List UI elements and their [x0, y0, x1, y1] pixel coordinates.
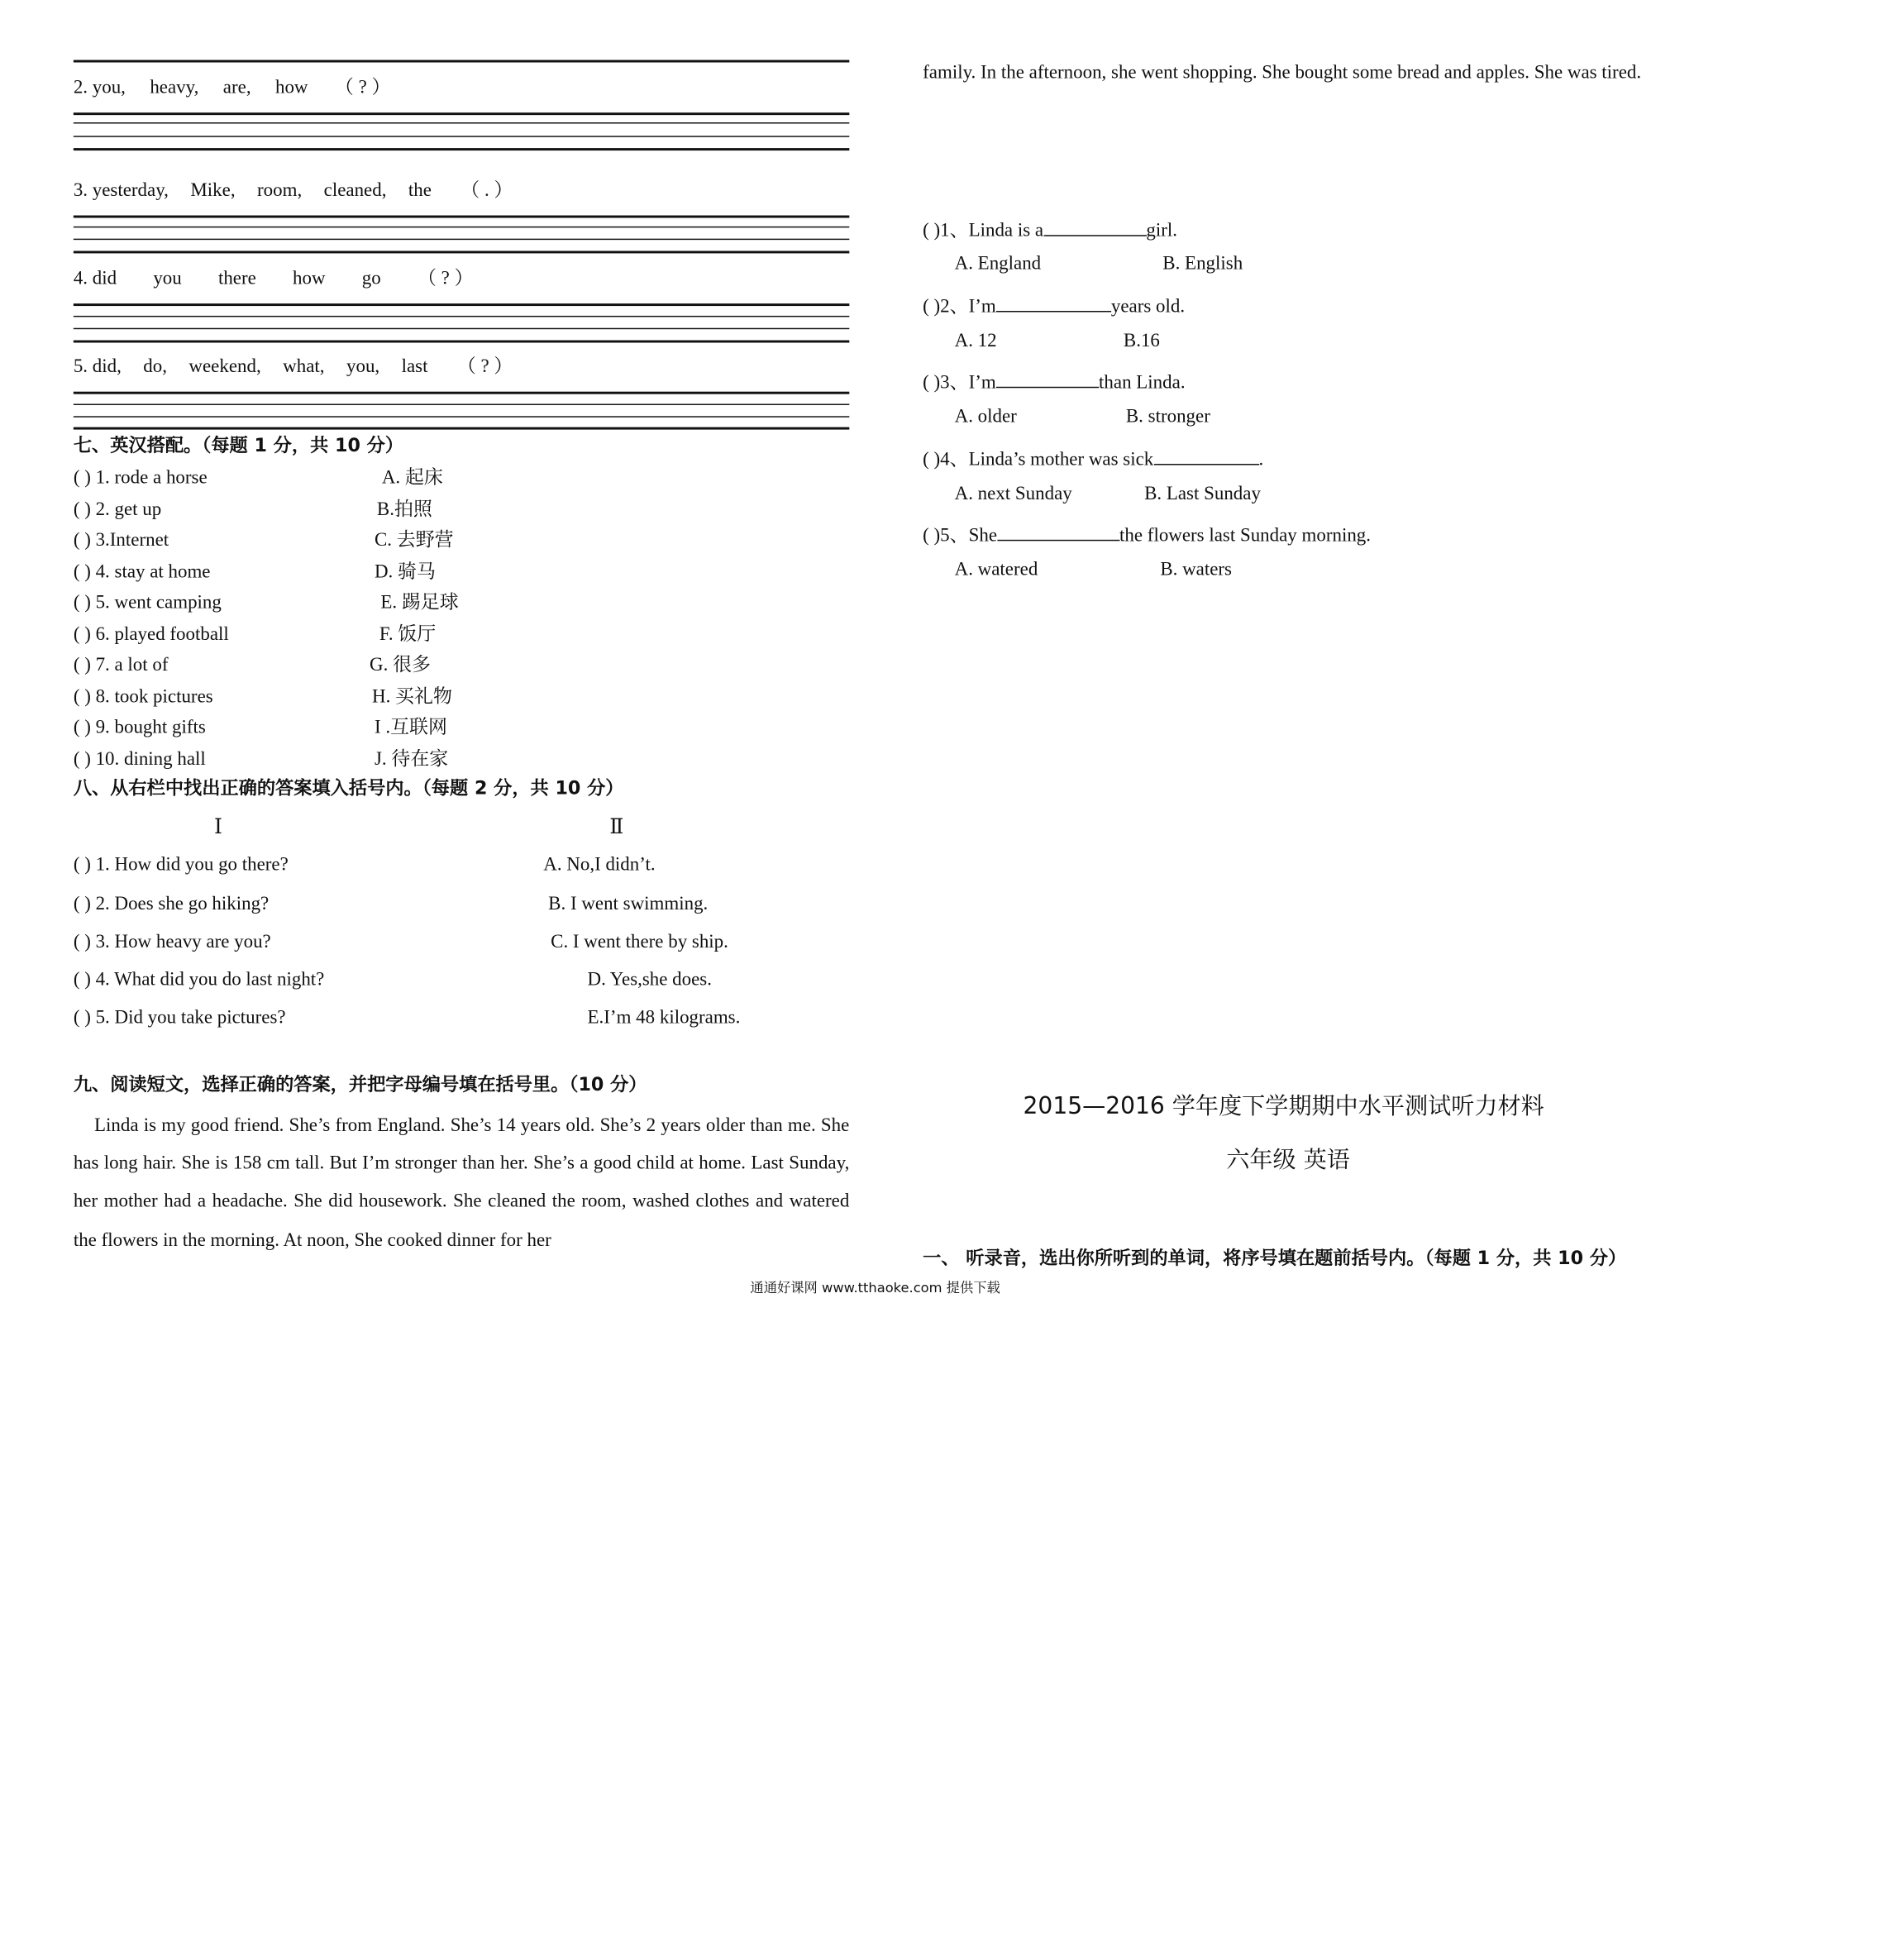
option-b: B. English	[1162, 253, 1243, 274]
listening-section-1-title: 一、 听录音，选出你所听到的单词，将序号填在题前括号内。（每题 1 分，共 10 分）	[923, 1247, 1627, 1270]
answer-line	[74, 392, 850, 394]
question-text: ( )5、She	[923, 525, 998, 546]
match-item-a: F. 饭厅	[379, 623, 437, 646]
match-item-a: J. 待在家	[374, 748, 449, 771]
answer-line	[74, 148, 850, 150]
option-a: A. England	[954, 253, 1042, 274]
question-text: the flowers last Sunday morning.	[1119, 525, 1372, 546]
rearrange-item-2	[74, 79, 391, 98]
answer-item-q: ( ) 3. How heavy are you?	[73, 931, 271, 952]
answer-item-q: ( ) 1. How did you go there?	[73, 854, 289, 876]
question-text: than Linda.	[1099, 372, 1186, 394]
answer-line	[74, 316, 850, 317]
item-number: 5. did,	[73, 356, 122, 377]
word: room,	[257, 179, 303, 201]
match-item-q: ( ) 8. took pictures	[73, 686, 213, 708]
match-item-q: ( ) 1. rode a horse	[73, 467, 208, 489]
answer-blank	[1043, 217, 1146, 236]
option-b: B. stronger	[1125, 406, 1210, 427]
punctuation: （ ? ）	[456, 356, 513, 377]
punctuation: （ ? ）	[417, 268, 474, 289]
section-7-title: 七、英汉搭配。（每题 1 分，共 10 分）	[73, 434, 404, 457]
listening-header-title: 2015—2016 学年度下学期期中水平测试听力材料	[1023, 1092, 1544, 1120]
column-heading-2: Ⅱ	[609, 814, 624, 839]
punctuation: （ . ）	[460, 179, 513, 201]
answer-item-a: B. I went swimming.	[548, 893, 709, 914]
answer-item-a: A. No,I didn’t.	[543, 854, 656, 876]
option-a: A. 12	[954, 330, 997, 351]
answer-item-a: E.I’m 48 kilograms.	[587, 1007, 741, 1028]
answer-line	[74, 416, 850, 417]
answer-line	[74, 341, 850, 343]
word: are,	[222, 77, 251, 98]
footer-credit: 通通好课网 www.tthaoke.com 提供下载	[750, 1280, 1000, 1296]
answer-blank	[996, 294, 1111, 312]
answer-line	[74, 403, 850, 404]
word: cleaned,	[323, 179, 387, 201]
answer-item-a: C. I went there by ship.	[551, 931, 728, 952]
question-text: ( )1、Linda is a	[923, 220, 1044, 241]
word: there	[217, 268, 256, 289]
option-b: B. Last Sunday	[1144, 483, 1261, 504]
rearrange-item-5	[74, 357, 513, 376]
answer-item-q: ( ) 2. Does she go hiking?	[73, 893, 270, 914]
answer-line	[74, 239, 850, 240]
answer-line	[74, 427, 850, 430]
question-text: ( )2、I’m	[923, 296, 996, 317]
item-number: 4. did	[73, 268, 117, 289]
match-item-a: D. 骑马	[374, 561, 436, 583]
question-text: girl.	[1146, 220, 1178, 241]
option-a: A. watered	[954, 559, 1038, 580]
option-b: B.16	[1123, 330, 1160, 351]
punctuation: （ ? ）	[334, 77, 391, 98]
item-number: 3. yesterday,	[73, 179, 169, 201]
rearrange-item-3	[74, 181, 513, 200]
answer-blank	[996, 370, 1099, 388]
option-a: A. older	[954, 406, 1017, 427]
question-text: ( )4、Linda’s mother was sick	[923, 449, 1154, 470]
word: what,	[283, 356, 325, 377]
word: the	[408, 179, 432, 201]
answer-item-q: ( ) 4. What did you do last night?	[73, 969, 325, 990]
match-item-q: ( ) 6. played football	[73, 623, 229, 646]
item-number: 2. you,	[73, 77, 126, 98]
match-item-a: I .互联网	[374, 717, 447, 738]
reading-question-2	[923, 294, 1185, 316]
word: do,	[143, 356, 167, 377]
answer-line	[74, 303, 850, 306]
listening-header-subtitle: 六年级 英语	[1226, 1147, 1350, 1174]
section-9-title: 九、阅读短文，选择正确的答案，并把字母编号填在括号里。（10 分）	[73, 1073, 647, 1095]
match-item-a: B.拍照	[376, 499, 432, 521]
answer-item-a: D. Yes,she does.	[587, 969, 712, 990]
option-a: A. next Sunday	[954, 483, 1072, 504]
answer-item-q: ( ) 5. Did you take pictures?	[73, 1007, 286, 1028]
word: Mike,	[190, 179, 236, 201]
match-item-q: ( ) 7. a lot of	[73, 654, 169, 676]
question-text: ( )3、I’m	[923, 372, 996, 394]
word: how	[293, 268, 326, 289]
rearrange-item-4	[74, 270, 474, 289]
answer-line	[74, 112, 850, 115]
match-item-a: C. 去野营	[374, 529, 454, 551]
word: how	[274, 77, 308, 98]
reading-passage: Linda is my good friend. She’s from England. She’s 14 years old. She’s 2 years older than me. She has long hair. She is 158 cm tall. But I’m stronger than her. She’s a good child at home. Last Sunday, her mother had a headache. She did housework. She cleaned the room, washed clothes and watered the flowers in the morning. At noon, She cooked dinner for her	[73, 1114, 850, 1251]
top-rule	[74, 60, 850, 63]
answer-line	[74, 328, 850, 329]
question-text: years old.	[1110, 296, 1186, 317]
match-item-q: ( ) 10. dining hall	[73, 748, 206, 771]
word: you	[153, 268, 182, 289]
match-item-a: G. 很多	[370, 654, 431, 676]
word: last	[401, 356, 428, 377]
reading-question-5	[923, 523, 1371, 545]
word: weekend,	[188, 356, 261, 377]
answer-line	[74, 251, 850, 253]
column-heading-1: Ⅰ	[214, 814, 222, 839]
word: heavy,	[150, 77, 199, 98]
answer-line	[74, 122, 850, 123]
match-item-a: A. 起床	[381, 467, 443, 489]
reading-question-3	[923, 370, 1185, 392]
match-item-q: ( ) 5. went camping	[73, 592, 222, 613]
reading-question-4	[923, 446, 1263, 469]
answer-line	[74, 216, 850, 218]
word: you,	[346, 356, 380, 377]
answer-blank	[1153, 446, 1258, 465]
answer-blank	[997, 523, 1119, 541]
match-item-q: ( ) 2. get up	[73, 499, 162, 521]
reading-passage-continued: family. In the afternoon, she went shopping. She bought some bread and apples. She was tired.	[923, 62, 1642, 84]
word: go	[361, 268, 381, 289]
match-item-q: ( ) 9. bought gifts	[73, 717, 206, 738]
reading-question-1	[923, 217, 1177, 240]
match-item-a: E. 踢足球	[380, 592, 459, 613]
option-b: B. waters	[1160, 559, 1232, 580]
section-8-title: 八、从右栏中找出正确的答案填入括号内。（每题 2 分，共 10 分）	[73, 776, 624, 799]
match-item-a: H. 买礼物	[372, 686, 452, 708]
match-item-q: ( ) 3.Internet	[73, 529, 169, 551]
match-item-q: ( ) 4. stay at home	[73, 561, 211, 583]
question-text: .	[1258, 449, 1264, 470]
